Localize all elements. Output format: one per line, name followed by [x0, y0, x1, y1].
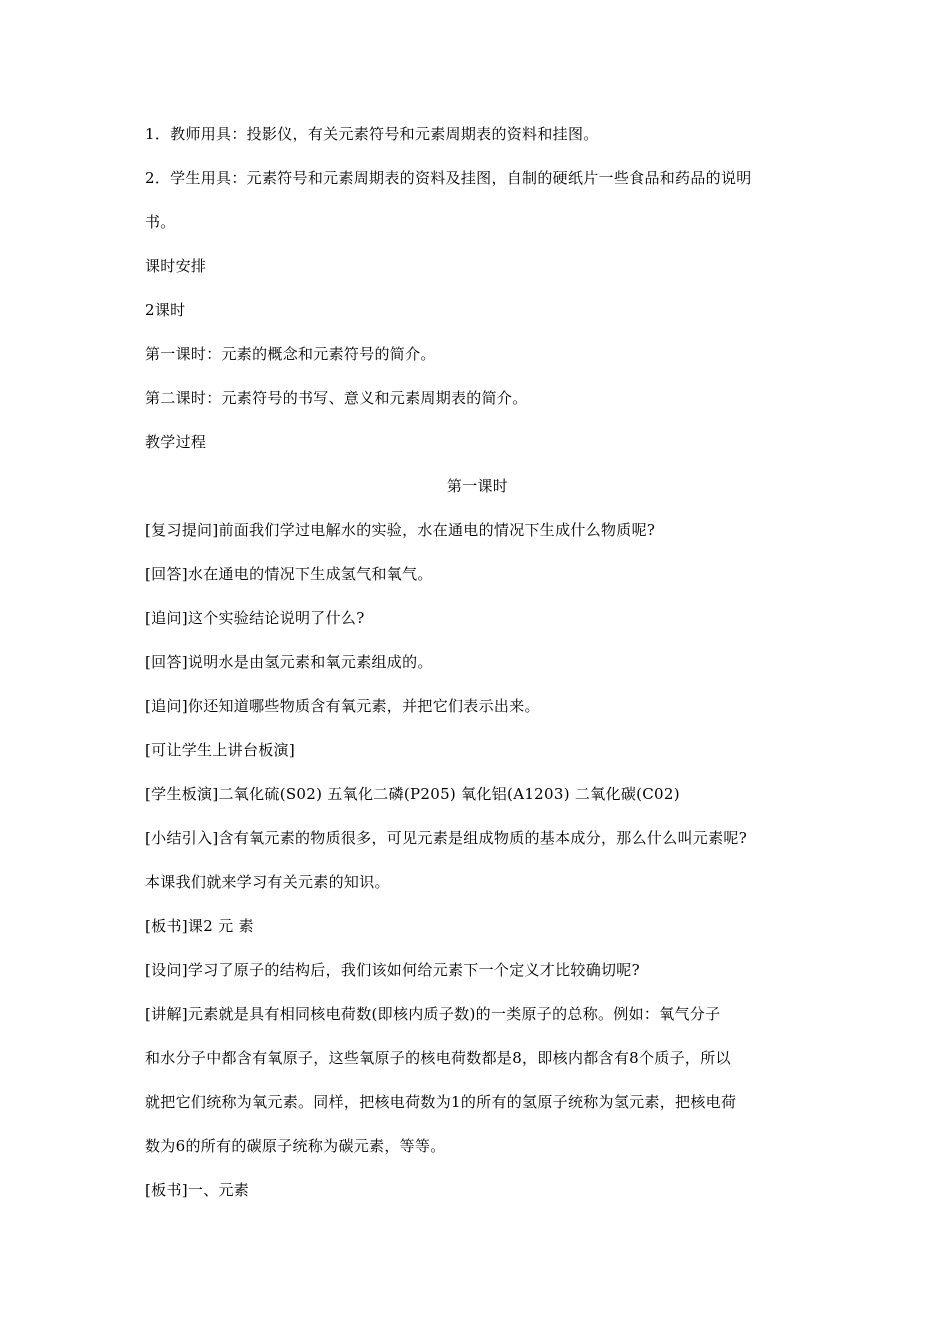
section-title-first-lesson: 第一课时	[446, 477, 509, 495]
text-line-teacher-tools: 1．教师用具：投影仪，有关元素符号和元素周期表的资料和挂图。	[145, 125, 599, 143]
text-line-board-demo-note: [可让学生上讲台板演]	[145, 741, 296, 759]
text-line-board-title: [板书]课2 元 素	[145, 917, 254, 935]
document-body	[145, 124, 810, 1224]
text-line-first-lesson: 第一课时：元素的概念和元素符号的简介。	[145, 345, 436, 363]
text-line-follow-up-2: [追问]你还知道哪些物质含有氧元素，并把它们表示出来。	[145, 697, 540, 715]
text-line-explanation-4: 数为6的所有的碳原子统称为碳元素，等等。	[145, 1137, 446, 1155]
text-line-answer-2: [回答]说明水是由氢元素和氧元素组成的。	[145, 653, 433, 671]
heading-teaching-process: 教学过程	[145, 433, 207, 451]
text-line-board-element: [板书]一、元素	[145, 1181, 250, 1199]
text-line-student-tools-cont: 书。	[145, 213, 176, 231]
heading-lesson-schedule: 课时安排	[145, 257, 207, 275]
text-line-question: [设问]学习了原子的结构后，我们该如何给元素下一个定义才比较确切呢?	[145, 961, 640, 979]
text-line-second-lesson: 第二课时：元素符号的书写、意义和元素周期表的简介。	[145, 389, 528, 407]
text-line-answer-1: [回答]水在通电的情况下生成氢气和氧气。	[145, 565, 433, 583]
text-line-explanation-3: 就把它们统称为氧元素。同样，把核电荷数为1的所有的氢原子统称为氢元素，把核电荷	[145, 1093, 737, 1111]
text-line-review-question: [复习提问]前面我们学过电解水的实验，水在通电的情况下生成什么物质呢?	[145, 521, 656, 539]
text-line-summary-intro: [小结引入]含有氧元素的物质很多，可见元素是组成物质的基本成分，那么什么叫元素呢?	[145, 829, 748, 847]
text-line-explanation-1: [讲解]元素就是具有相同核电荷数(即核内质子数)的一类原子的总称。例如：氧气分子	[145, 1005, 721, 1023]
text-line-follow-up-1: [追问]这个实验结论说明了什么?	[145, 609, 365, 627]
text-line-lesson-count: 2课时	[145, 301, 186, 319]
text-line-student-tools: 2．学生用具：元素符号和元素周期表的资料及挂图，自制的硬纸片一些食品和药品的说明	[145, 169, 752, 187]
text-line-explanation-2: 和水分子中都含有氧原子，这些氧原子的核电荷数都是8，即核内都含有8个质子，所以	[145, 1049, 731, 1067]
text-line-summary-intro-cont: 本课我们就来学习有关元素的知识。	[145, 873, 390, 891]
text-line-student-board-demo: [学生板演]二氧化硫(S02) 五氧化二磷(P205) 氧化铝(A1203) 二氧化碳(C02)	[145, 785, 680, 803]
